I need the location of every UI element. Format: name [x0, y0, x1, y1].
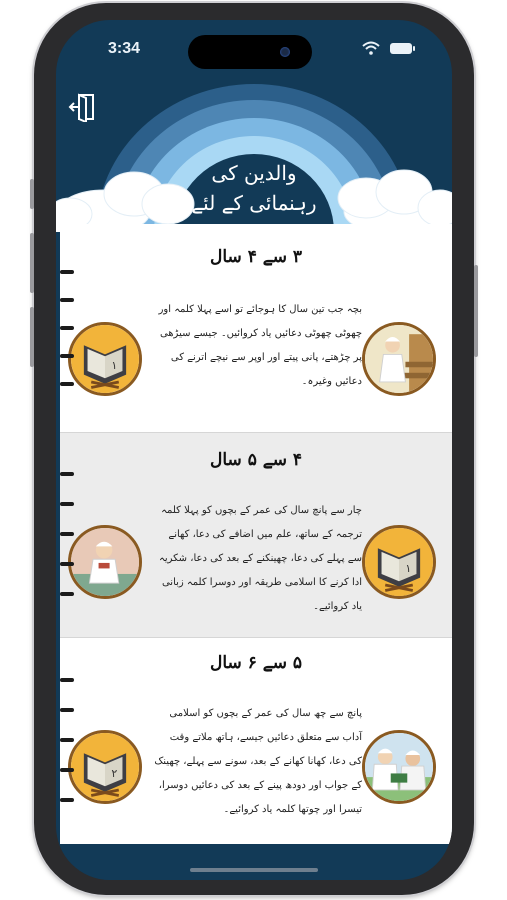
volume-down-button: [30, 307, 34, 367]
mute-switch: [30, 179, 34, 209]
svg-text:٢: ٢: [111, 767, 118, 781]
svg-text:١: ١: [405, 562, 412, 576]
section-title: ۴ سے ۵ سال: [209, 450, 303, 470]
binder-ring: [60, 502, 74, 506]
binder-ring: [60, 472, 74, 476]
dynamic-island: [188, 35, 312, 69]
header: [56, 76, 452, 232]
quran-book-icon: [362, 525, 436, 599]
page-title-line-1: والدین کی: [211, 161, 297, 185]
binder-ring: [60, 382, 74, 386]
binder-ring: [60, 562, 74, 566]
svg-text:١: ١: [111, 359, 118, 373]
binder-ring: [60, 532, 74, 536]
section-description: پانچ سے چھ سال کی عمر کے بچوں کو اسلامی آداب سے متعلق دعائیں جیسے، ہاتھ ملاتے وقت کی دعا، کھانا کھانے کے بعد، سونے سے پہلے، چھینک کے جواب اور دودھ پینے کے بعد کی دعائیں دوسرا، تیسرا اور چوتھا کلمہ یاد کروائیے۔: [154, 708, 362, 815]
page-title-line-2: رہنمائی کے لئے: [191, 191, 317, 215]
child-praying-image: [68, 525, 142, 599]
section-title: ۳ سے ۴ سال: [209, 247, 303, 267]
page-title: [154, 158, 354, 218]
age-section-4-5: [60, 433, 452, 637]
binder-ring: [60, 270, 74, 274]
home-indicator[interactable]: [190, 868, 318, 872]
section-description: چار سے پانچ سال کی عمر کے بچوں کو پہلا کلمہ ترجمہ کے ساتھ، علم میں اضافے کی دعا، کھانے سے پہلے کی دعا، چھینکنے کے بعد کی دعا، شکریہ ادا کرنے کا اسلامی طریقہ اور دوسرا کلمہ زبانی یاد کروائیے۔: [158, 505, 362, 612]
age-guide-list[interactable]: [60, 232, 452, 844]
wifi-icon: [362, 41, 380, 55]
quran-book-icon: [68, 730, 142, 804]
camera-icon: [280, 47, 290, 57]
quran-book-icon: [68, 322, 142, 396]
power-button: [474, 265, 478, 357]
battery-icon: [390, 43, 412, 54]
exit-door-icon[interactable]: [68, 92, 98, 122]
status-time: 3:34: [108, 40, 141, 57]
app-screen: [56, 20, 452, 880]
binder-ring: [60, 354, 74, 358]
footer-bar: [56, 844, 452, 880]
binder-ring: [60, 768, 74, 772]
binder-ring: [60, 592, 74, 596]
binder-ring: [60, 738, 74, 742]
binder-ring: [60, 708, 74, 712]
children-reading-image: [362, 730, 436, 804]
status-bar: [56, 20, 452, 76]
binder-ring: [60, 298, 74, 302]
section-description: بچہ جب تین سال کا ہوجائے تو اسے پہلا کلمہ اور چھوٹی چھوٹی دعائیں یاد کروائیں۔ جیسے سیڑھی پر چڑھتے، پانی پیتے اور اوپر سے نیچے اترنے کی دعائیں وغیرہ۔: [158, 304, 362, 387]
binder-ring: [60, 326, 74, 330]
age-section-5-6: [60, 638, 452, 844]
binder-ring: [60, 798, 74, 802]
child-on-stairs-image: [362, 322, 436, 396]
volume-up-button: [30, 233, 34, 293]
binder-ring: [60, 678, 74, 682]
section-title: ۵ سے ۶ سال: [209, 653, 303, 673]
age-section-3-4: [60, 232, 452, 432]
